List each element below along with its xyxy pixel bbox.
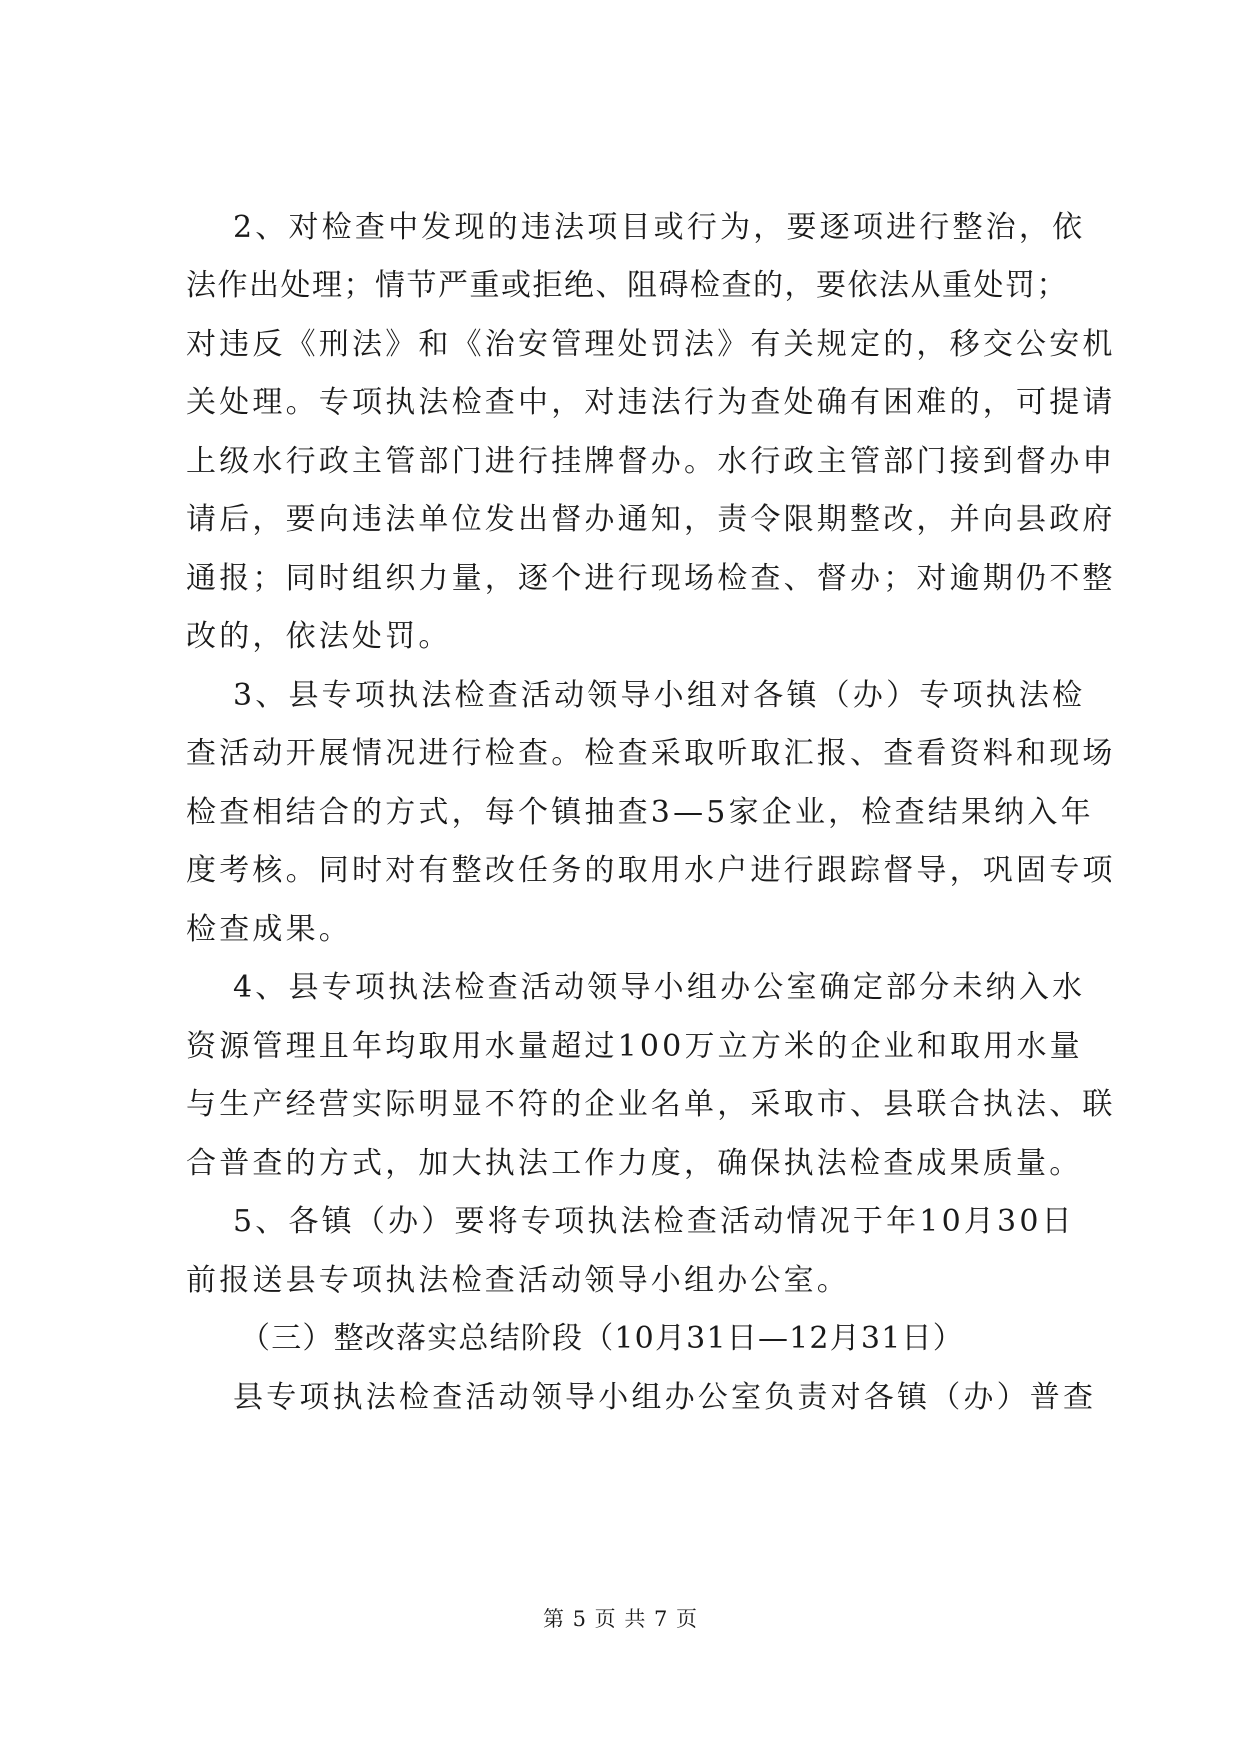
paragraph-2-line-4: 关处理。专项执法检查中，对违法行为查处确有困难的，可提请 (186, 385, 1116, 420)
paragraph-3-line-2: 查活动开展情况进行检查。检查采取听取汇报、查看资料和现场 (186, 736, 1116, 771)
paragraph-3-line-3: 检查相结合的方式，每个镇抽查3—5家企业，检查结果纳入年 (186, 795, 1094, 830)
paragraph-3-line-4: 度考核。同时对有整改任务的取用水户进行跟踪督导，巩固专项 (186, 853, 1116, 888)
paragraph-4-line-3: 与生产经营实际明显不符的企业名单，采取市、县联合执法、联 (186, 1087, 1116, 1122)
section-heading: （三）整改落实总结阶段（10月31日—12月31日） (240, 1321, 964, 1356)
paragraph-2-line-7: 通报；同时组织力量，逐个进行现场检查、督办；对逾期仍不整 (186, 561, 1116, 596)
paragraph-4-line-4: 合普查的方式，加大执法工作力度，确保执法检查成果质量。 (186, 1146, 1083, 1181)
paragraph-2-line-6: 请后，要向违法单位发出督办通知，责令限期整改，并向县政府 (186, 502, 1116, 537)
paragraph-5-line-1: 5、各镇（办）要将专项执法检查活动情况于年10月30日 (233, 1204, 1075, 1239)
paragraph-4-line-2: 资源管理且年均取用水量超过100万立方米的企业和取用水量 (186, 1029, 1083, 1064)
paragraph-2-line-1: 2、对检查中发现的违法项目或行为，要逐项进行整治，依 (233, 210, 1086, 245)
paragraph-2-line-5: 上级水行政主管部门进行挂牌督办。水行政主管部门接到督办申 (186, 444, 1116, 479)
paragraph-3-line-5: 检查成果。 (186, 912, 352, 947)
paragraph-2-line-8: 改的，依法处罚。 (186, 619, 452, 654)
page-number-footer: 第 5 页 共 7 页 (542, 1607, 699, 1631)
paragraph-4-line-1: 4、县专项执法检查活动领导小组办公室确定部分未纳入水 (233, 970, 1086, 1005)
paragraph-3-line-1: 3、县专项执法检查活动领导小组对各镇（办）专项执法检 (233, 678, 1086, 713)
paragraph-2-line-3: 对违反《刑法》和《治安管理处罚法》有关规定的，移交公安机 (186, 327, 1116, 362)
paragraph-2-line-2: 法作出处理；情节严重或拒绝、阻碍检查的，要依法从重处罚； (186, 268, 1068, 303)
paragraph-5-line-2: 前报送县专项执法检查活动领导小组办公室。 (186, 1263, 850, 1298)
paragraph-6-line-1: 县专项执法检查活动领导小组办公室负责对各镇（办）普查 (233, 1380, 1097, 1415)
